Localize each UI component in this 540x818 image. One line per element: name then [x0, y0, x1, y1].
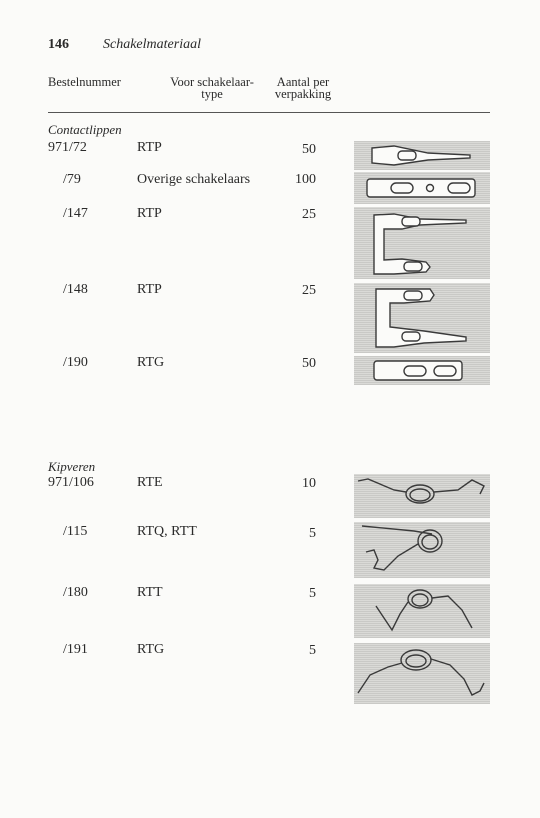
- contact-lip-image: [354, 207, 490, 279]
- toggle-spring-image: [354, 522, 490, 578]
- order-number: 971/72: [48, 140, 87, 155]
- column-header-pack-quantity-line2: verpakking: [274, 87, 332, 101]
- order-number: /180: [63, 585, 88, 600]
- switch-type: RTP: [137, 140, 162, 155]
- order-number: /190: [63, 355, 88, 370]
- pack-quantity: 5: [309, 526, 316, 541]
- switch-type: RTG: [137, 355, 165, 370]
- pack-quantity: 50: [302, 356, 316, 371]
- order-number: 971/106: [48, 475, 94, 490]
- pack-quantity: 25: [302, 207, 316, 222]
- contact-lip-image: [354, 172, 490, 204]
- section-title-kipveren: Kipveren: [48, 459, 96, 474]
- order-number: /115: [63, 524, 88, 539]
- switch-type: RTT: [137, 585, 163, 600]
- pack-quantity: 50: [302, 142, 316, 157]
- contact-lip-image: [354, 141, 490, 170]
- column-header-switch-type: [156, 76, 268, 100]
- toggle-spring-image: [354, 643, 490, 704]
- switch-type: RTG: [137, 642, 165, 657]
- switch-type: RTQ, RTT: [137, 524, 197, 539]
- column-header-order-number: Bestelnummer: [48, 75, 121, 89]
- column-header-pack-quantity-line1: Aantal per: [276, 75, 330, 89]
- column-header-pack-quantity: [263, 76, 343, 100]
- header-divider: [48, 112, 490, 113]
- pack-quantity: 5: [309, 643, 316, 658]
- switch-type: RTP: [137, 206, 162, 221]
- pack-quantity: 10: [302, 476, 316, 491]
- pack-quantity: 5: [309, 586, 316, 601]
- section-title-contactlippen: Contactlippen: [48, 122, 122, 137]
- order-number: /79: [63, 172, 81, 187]
- pack-quantity: 100: [295, 172, 316, 187]
- pack-quantity: 25: [302, 283, 316, 298]
- page-number: 146: [48, 37, 69, 52]
- column-header-switch-type-line2: type: [201, 87, 223, 101]
- order-number: /191: [63, 642, 88, 657]
- switch-type: Overige schakelaars: [137, 172, 251, 187]
- toggle-spring-image: [354, 584, 490, 638]
- order-number: /148: [63, 282, 88, 297]
- page-title: Schakelmateriaal: [103, 37, 201, 52]
- contact-lip-image: [354, 283, 490, 353]
- order-number: /147: [63, 206, 88, 221]
- toggle-spring-image: [354, 474, 490, 518]
- switch-type: RTP: [137, 282, 162, 297]
- column-header-switch-type-line1: Voor schakelaar-: [170, 75, 254, 89]
- contact-lip-image: [354, 356, 490, 385]
- switch-type: RTE: [137, 475, 163, 490]
